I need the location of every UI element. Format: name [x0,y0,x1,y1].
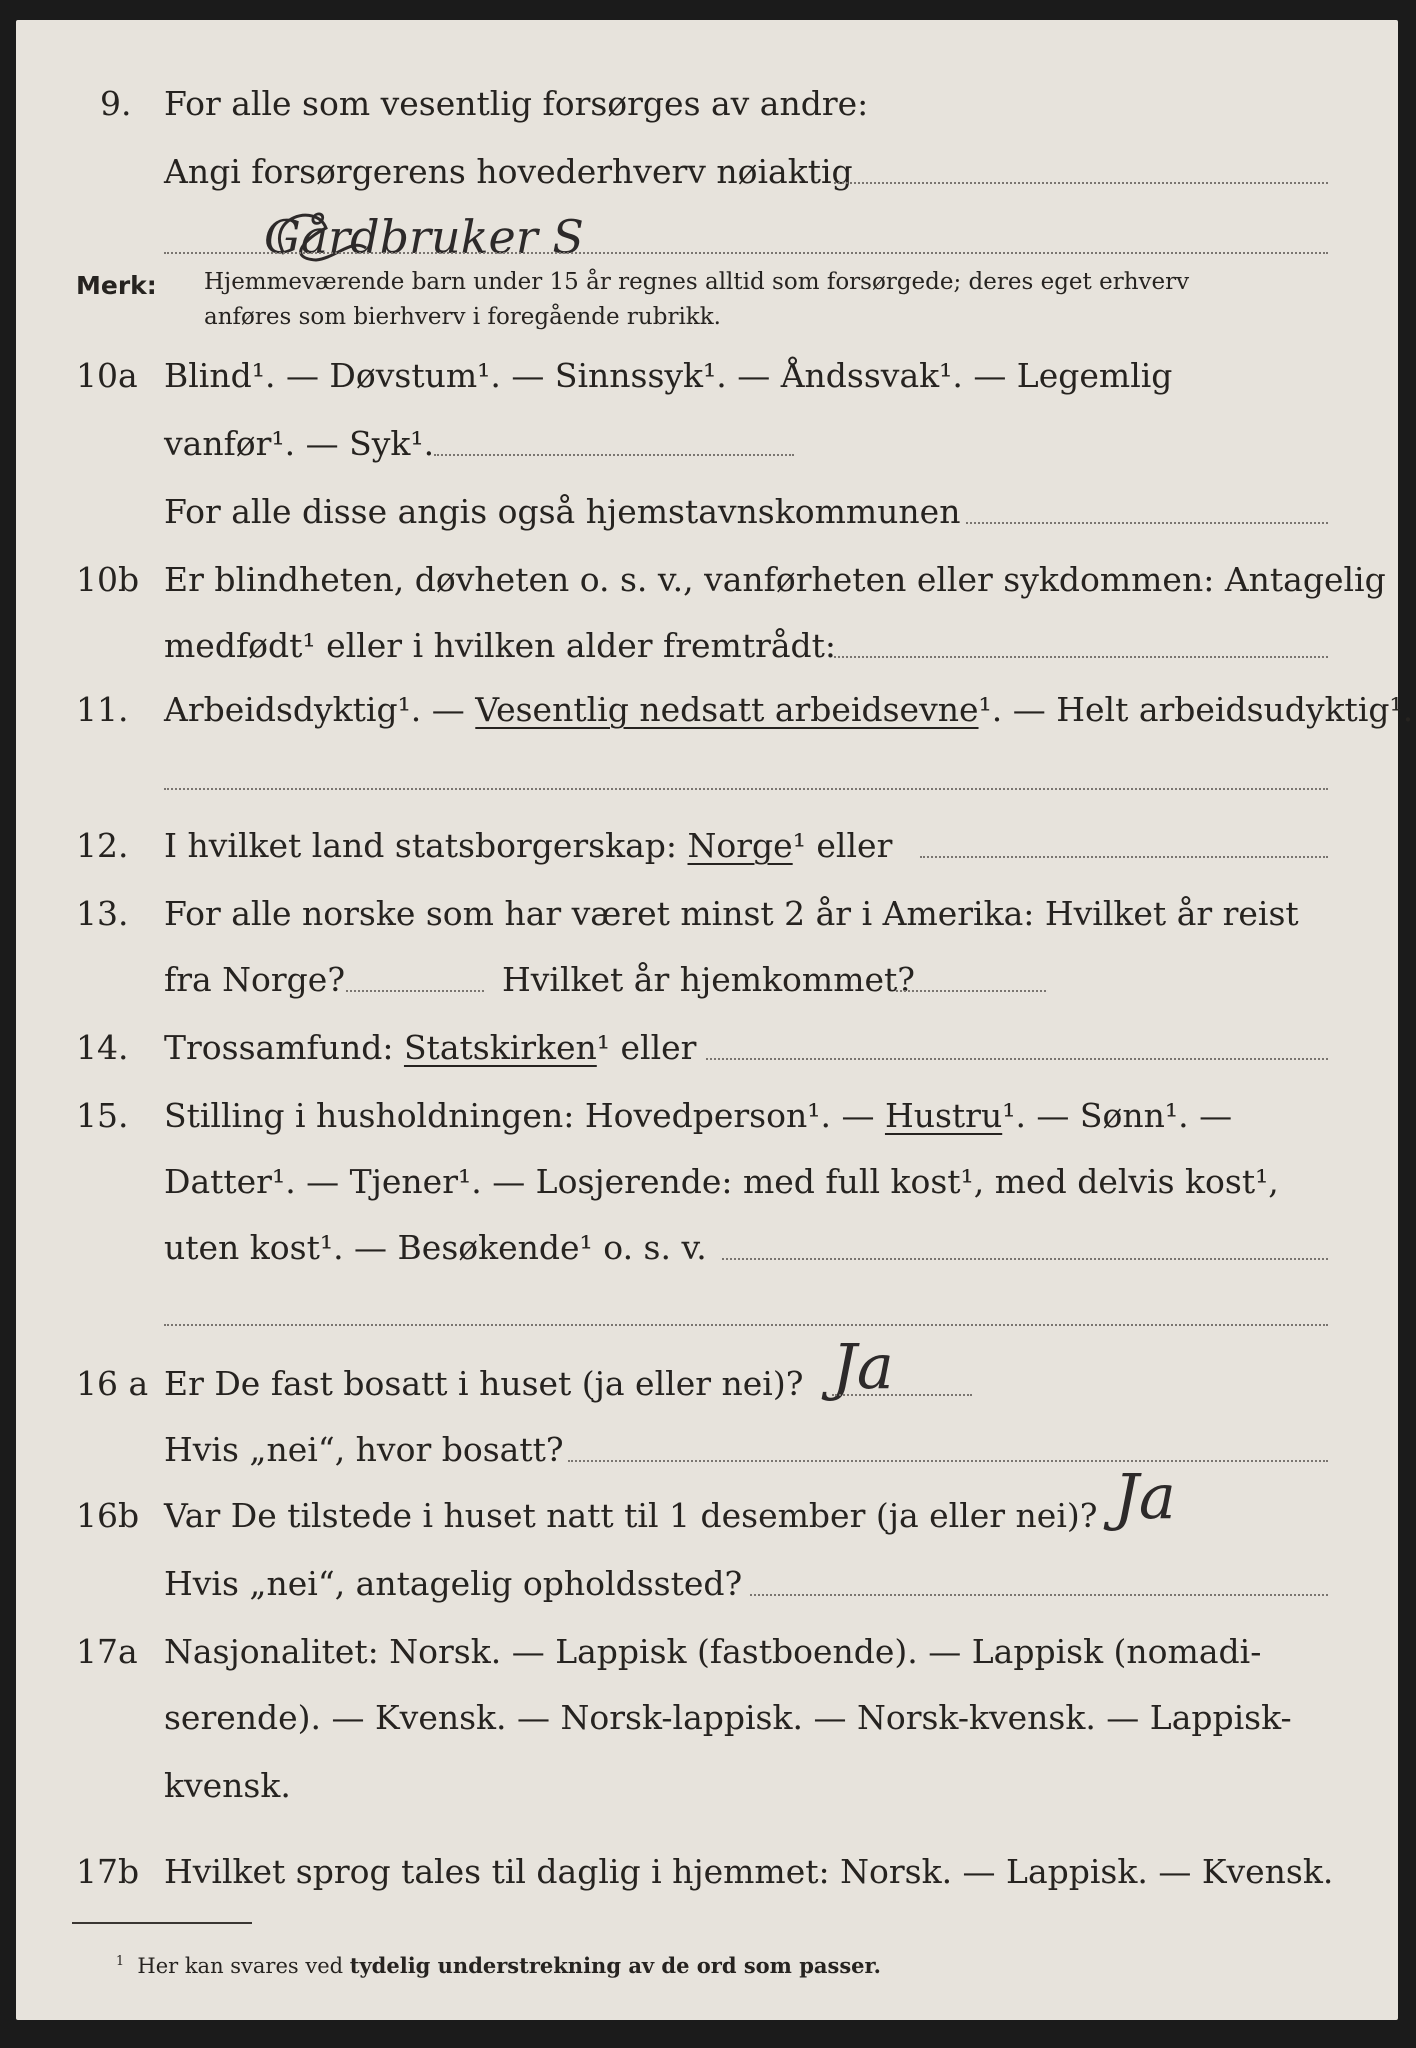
item-number: 9. [100,84,132,123]
item-text: For alle disse angis også hjemstavnskommunen [164,492,961,531]
item-text: Arbeidsdyktig¹. — Vesentlig nedsatt arbeidsevne¹. — Helt arbeidsudyktig¹. [164,690,1414,729]
fill-line [434,454,794,456]
item-text: Hvis „nei“, antagelig opholdssted? [164,1564,743,1603]
handwritten-answer: Ja [832,1330,894,1403]
fill-line [568,1460,1328,1462]
item-text: Var De tilstede i huset natt til 1 desember (ja eller nei)? [164,1496,1098,1535]
item-text: Datter¹. — Tjener¹. — Losjerende: med full kost¹, med delvis kost¹, [164,1162,1279,1201]
item-text: uten kost¹. — Besøkende¹ o. s. v. [164,1228,707,1267]
fill-line [722,1258,1328,1260]
footnote-rule [72,1922,252,1924]
fill-line [920,856,1328,858]
fill-line [966,522,1328,524]
fill-line [706,1058,1328,1060]
item-text: Hvis „nei“, hvor bosatt? [164,1430,564,1469]
item-number: 10a [76,356,138,395]
handwritten-text: Gårdbruker S [264,210,584,264]
fill-line [834,182,1328,184]
fill-line [832,1394,972,1396]
item-text: medfødt¹ eller i hvilken alder fremtrådt: [164,626,837,665]
fill-line [750,1594,1328,1596]
item-text: Hvilket sprog tales til daglig i hjemmet: Norsk. — Lappisk. — Kvensk. [164,1852,1334,1891]
item-text: I hvilket land statsborgerskap: Norge¹ eller [164,826,893,865]
fill-line [896,990,1046,992]
item-number: 12. [76,826,129,865]
item-number: 13. [76,894,129,933]
item-text: kvensk. [164,1766,291,1805]
item-text: Hvilket år hjemkommet? [502,960,915,999]
census-form-page [16,20,1414,2020]
item-text: serende). — Kvensk. — Norsk-lappisk. — Norsk-kvensk. — Lappisk- [164,1698,1292,1737]
note-label: Merk: [76,271,157,300]
item-text: Trossamfund: Statskirken¹ eller [164,1028,697,1067]
item-text: Er blindheten, døvheten o. s. v., vanførheten eller sykdommen: Antagelig [164,560,1386,599]
item-text: vanfør¹. — Syk¹. [164,424,435,463]
item-text: For alle som vesentlig forsørges av andre: [164,84,869,123]
item-text: Blind¹. — Døvstum¹. — Sinnssyk¹. — Åndssvak¹. — Legemlig [164,356,1173,395]
item-text: Nasjonalitet: Norsk. — Lappisk (fastboende). — Lappisk (nomadi- [164,1632,1262,1671]
item-number: 11. [76,690,129,729]
underlined-answer: Norge [687,826,793,865]
note-text: anføres som bierhverv i foregående rubrikk. [204,304,721,330]
item-number: 10b [76,560,140,599]
item-text: Er De fast bosatt i huset (ja eller nei)? [164,1364,804,1403]
underlined-answer: Hustru [884,1096,1003,1135]
item-text: For alle norske som har været minst 2 år i Amerika: Hvilket år reist [164,894,1299,933]
fill-line [164,788,1328,790]
underlined-answer: Statskirken [403,1028,597,1067]
underlined-answer: Vesentlig nedsatt arbeidsevne [475,690,979,729]
note-text: Hjemmeværende barn under 15 år regnes alltid som forsørgede; deres eget erhverv [204,269,1190,295]
handwritten-answer: Ja [1114,1460,1176,1533]
item-number: 17b [76,1852,140,1891]
item-text: Angi forsørgerens hovederhverv nøiaktig [164,152,853,191]
item-number: 14. [76,1028,129,1067]
footnote: $^1$ Her kan svares ved tydelig understrekning av de ord som passer. [116,1953,881,1978]
fill-line [164,252,1328,254]
fill-line [834,656,1328,658]
fill-line [164,1324,1328,1326]
item-number: 16b [76,1496,140,1535]
item-number: 17a [76,1632,138,1671]
item-text: fra Norge? [164,960,346,999]
fill-line [346,990,484,992]
item-number: 15. [76,1096,129,1135]
item-text: Stilling i husholdningen: Hovedperson¹. — Hustru¹. — Sønn¹. — [164,1096,1233,1135]
item-number: 16 a [76,1364,149,1403]
